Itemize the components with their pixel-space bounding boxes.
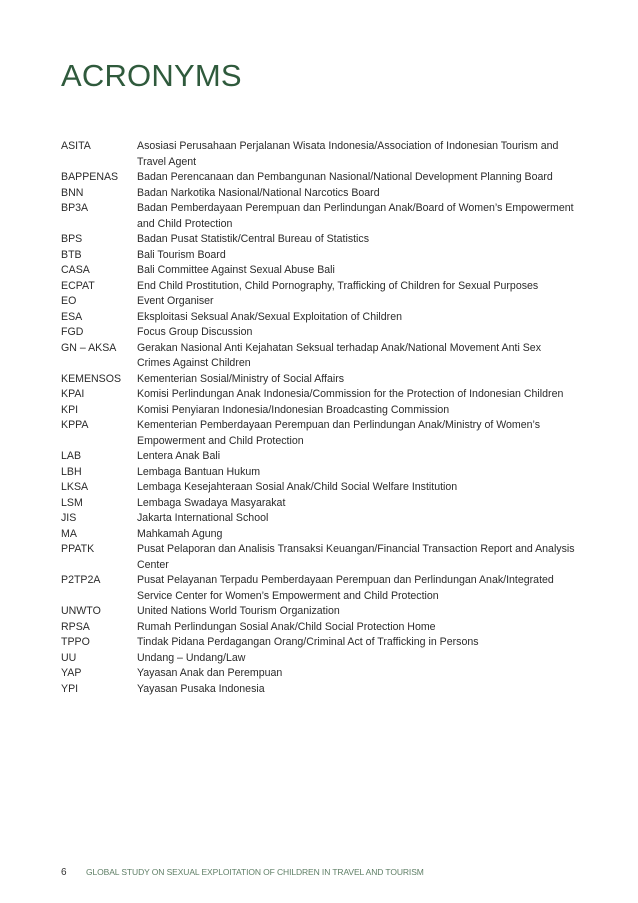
acronym-definition: Lembaga Kesejahteraan Sosial Anak/Child Social Welfare Institution: [137, 481, 458, 493]
acronym-term: BP3A: [61, 202, 89, 214]
acronym-term: LSM: [61, 496, 83, 509]
acronym-term: EO: [61, 295, 77, 307]
acronym-row: [61, 139, 581, 170]
acronym-term: LKSA: [61, 481, 89, 493]
acronym-row: [61, 666, 581, 682]
acronym-row: [61, 635, 581, 651]
acronym-term: BAPPENAS: [61, 171, 119, 183]
acronym-row: [61, 620, 581, 636]
acronym-term: YAP: [61, 667, 82, 679]
acronym-row: [61, 651, 581, 667]
acronym-row: [61, 418, 581, 449]
acronym-row: [61, 480, 581, 496]
acronym-term: UNWTO: [61, 605, 101, 617]
acronym-definition: Eksploitasi Seksual Anak/Sexual Exploitation of Children: [137, 310, 402, 323]
acronym-row: [61, 341, 581, 372]
acronym-list: [61, 139, 581, 697]
acronym-term: LBH: [61, 465, 82, 478]
acronym-definition: Jakarta International School: [137, 512, 269, 524]
acronym-row: [61, 573, 581, 604]
acronym-row: [61, 449, 581, 465]
acronym-definition: Yayasan Anak dan Perempuan: [137, 667, 283, 679]
acronym-definition: End Child Prostitution, Child Pornography, Trafficking of Children for Sexual Purposes: [137, 279, 539, 292]
acronym-term: ECPAT: [61, 279, 95, 292]
acronym-definition: Komisi Perlindungan Anak Indonesia/Commission for the Protection of Indonesian Children: [137, 388, 564, 400]
acronym-definition: Lembaga Bantuan Hukum: [137, 465, 261, 478]
acronym-row: [61, 232, 581, 248]
acronym-row: [61, 310, 581, 326]
acronym-term: P2TP2A: [61, 574, 101, 586]
acronym-row: [61, 527, 581, 543]
acronym-definition: Badan Pusat Statistik/Central Bureau of Statistics: [137, 233, 370, 245]
acronym-row: [61, 201, 581, 232]
acronym-definition: Bali Tourism Board: [137, 248, 226, 261]
acronym-definition: Tindak Pidana Perdagangan Orang/Criminal Act of Trafficking in Persons: [137, 636, 479, 648]
acronym-definition: Mahkamah Agung: [137, 527, 223, 540]
acronym-definition: Focus Group Discussion: [137, 326, 253, 338]
acronym-row: [61, 186, 581, 202]
acronym-term: KPPA: [61, 419, 89, 431]
acronym-definition: Badan Pemberdayaan Perempuan dan Perlindungan Anak/Board of Women’s Empowerment and Child Protection: [137, 202, 574, 230]
footer-title: GLOBAL STUDY ON SEXUAL EXPLOITATION OF CHILDREN IN TRAVEL AND TOURISM: [86, 867, 424, 877]
acronym-term: KPAI: [61, 388, 85, 400]
acronym-definition: Event Organiser: [137, 295, 214, 307]
page-number: 6: [61, 867, 67, 878]
acronym-row: [61, 542, 581, 573]
acronym-row: [61, 387, 581, 403]
acronym-term: UU: [61, 651, 77, 664]
acronym-definition: Lembaga Swadaya Masyarakat: [137, 496, 286, 509]
acronym-row: [61, 372, 581, 388]
acronym-term: ESA: [61, 310, 83, 323]
page-footer: [61, 866, 424, 879]
acronym-definition: Yayasan Pusaka Indonesia: [137, 682, 265, 695]
acronym-row: [61, 248, 581, 264]
acronym-term: KPI: [61, 403, 79, 416]
acronym-row: [61, 682, 581, 698]
acronym-definition: Pusat Pelayanan Terpadu Pemberdayaan Perempuan dan Perlindungan Anak/Integrated Service Center for Women’s Empowerment and Child Protection: [137, 574, 554, 602]
page-title: ACRONYMS: [61, 58, 242, 93]
acronym-definition: Undang – Undang/Law: [137, 651, 246, 664]
acronym-definition: Kementerian Pemberdayaan Perempuan dan Perlindungan Anak/Ministry of Women’s Empowerment and Child Protection: [137, 419, 540, 447]
acronym-term: JIS: [61, 512, 77, 524]
acronym-term: LAB: [61, 450, 82, 462]
acronym-definition: Rumah Perlindungan Sosial Anak/Child Social Protection Home: [137, 620, 436, 633]
acronym-row: [61, 403, 581, 419]
acronym-term: PPATK: [61, 543, 95, 555]
acronym-term: GN – AKSA: [61, 341, 117, 354]
acronym-row: [61, 465, 581, 481]
acronym-term: RPSA: [61, 620, 90, 633]
acronym-definition: Gerakan Nasional Anti Kejahatan Seksual terhadap Anak/National Movement Anti Sex Crimes Against Children: [137, 341, 541, 369]
acronym-definition: Badan Perencanaan dan Pembangunan Nasional/National Development Planning Board: [137, 171, 553, 183]
acronym-term: BPS: [61, 233, 83, 245]
acronym-definition: Komisi Penyiaran Indonesia/Indonesian Broadcasting Commission: [137, 403, 450, 416]
acronym-definition: Asosiasi Perusahaan Perjalanan Wisata Indonesia/Association of Indonesian Tourism and Travel Agent: [137, 140, 559, 168]
acronym-row: [61, 511, 581, 527]
acronym-row: [61, 604, 581, 620]
acronym-definition: Kementerian Sosial/Ministry of Social Affairs: [137, 372, 345, 385]
acronym-term: MA: [61, 527, 77, 540]
acronym-term: FGD: [61, 326, 84, 338]
acronym-row: [61, 325, 581, 341]
acronym-definition: Pusat Pelaporan dan Analisis Transaksi Keuangan/Financial Transaction Report and Analysis Center: [137, 543, 575, 571]
acronym-term: YPI: [61, 682, 79, 695]
acronym-term: ASITA: [61, 140, 91, 152]
acronym-row: [61, 496, 581, 512]
acronym-row: [61, 263, 581, 279]
acronym-term: TPPO: [61, 636, 90, 648]
acronym-definition: Bali Committee Against Sexual Abuse Bali: [137, 264, 335, 276]
acronym-term: BNN: [61, 186, 84, 199]
acronym-term: CASA: [61, 264, 90, 276]
acronym-row: [61, 279, 581, 295]
acronym-term: KEMENSOS: [61, 372, 122, 385]
acronym-definition: United Nations World Tourism Organization: [137, 605, 340, 617]
acronym-definition: Badan Narkotika Nasional/National Narcotics Board: [137, 186, 380, 199]
acronym-definition: Lentera Anak Bali: [137, 450, 221, 462]
acronym-term: BTB: [61, 248, 82, 261]
acronym-row: [61, 294, 581, 310]
acronym-row: [61, 170, 581, 186]
